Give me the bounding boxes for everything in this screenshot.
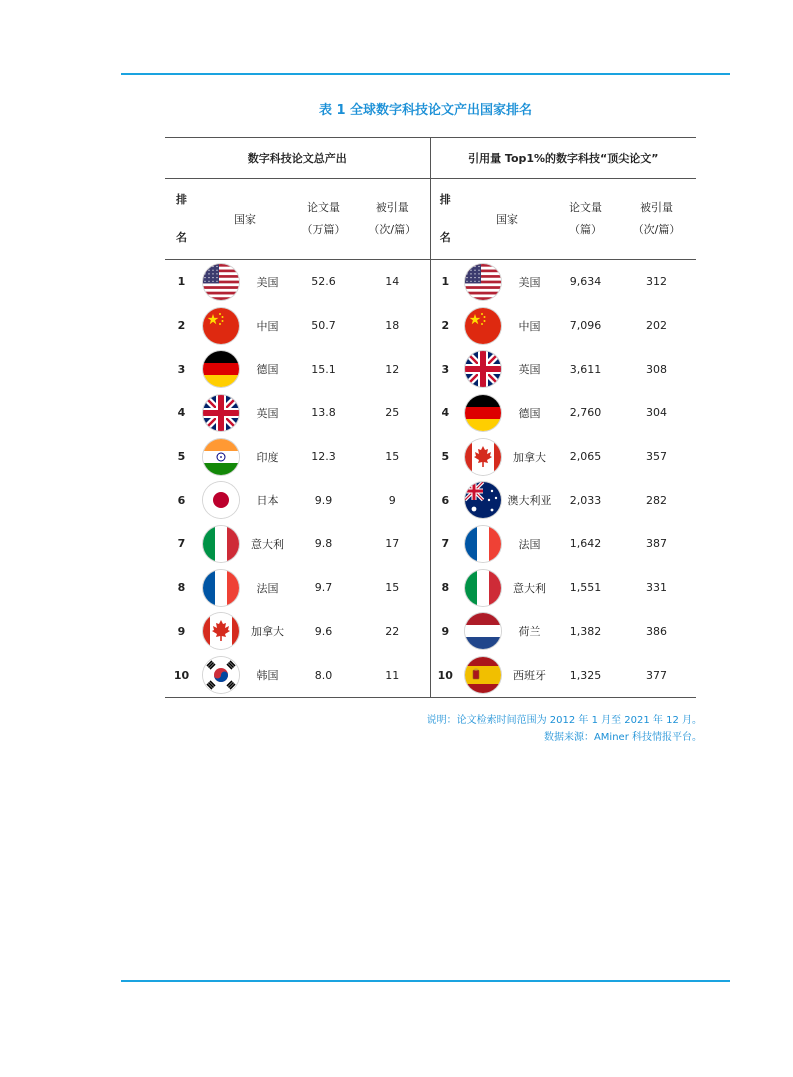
table-row	[165, 435, 696, 479]
table-row	[165, 610, 696, 654]
country-name: 法国	[518, 537, 541, 551]
paper-count: 52.6	[311, 275, 336, 289]
country-name: 意大利	[251, 537, 284, 551]
citations-per-paper: 17	[385, 537, 400, 551]
uk-flag-icon	[465, 351, 501, 387]
rank-cell: 2	[430, 304, 460, 348]
country-name: 意大利	[513, 581, 547, 595]
australia-flag-icon	[465, 482, 501, 518]
flag-cell	[460, 347, 505, 391]
citations-header: 被引量 （次/篇）	[617, 179, 696, 260]
citations-header: 被引量 （次/篇）	[355, 179, 430, 260]
paper-count: 9.6	[314, 624, 333, 638]
canada-flag-icon	[465, 439, 501, 475]
germany-flag-icon	[203, 351, 239, 387]
flag-cell	[198, 435, 243, 479]
korea-flag-icon	[203, 657, 239, 693]
rank-header: 排 名	[430, 179, 460, 260]
korea-flag-icon	[203, 657, 239, 693]
paper-count: 1,551	[569, 581, 602, 595]
flag-cell	[460, 260, 505, 304]
japan-flag-icon	[203, 482, 239, 518]
netherlands-flag-icon	[465, 613, 501, 649]
flag-cell	[198, 566, 243, 610]
paper-count: 13.8	[311, 406, 336, 420]
flag-cell	[460, 304, 505, 348]
rank-cell: 7	[177, 537, 186, 551]
france-flag-icon	[465, 526, 501, 562]
paper-count: 9.9	[314, 493, 333, 507]
country-ranking-table	[165, 137, 696, 698]
italy-flag-icon	[203, 526, 239, 562]
country-name: 加拿大	[513, 450, 547, 464]
citations-per-paper: 11	[355, 653, 430, 697]
citations-per-paper: 387	[646, 537, 668, 551]
rank-cell: 9	[430, 610, 460, 654]
rank-cell: 5	[177, 450, 186, 464]
flag-cell	[460, 522, 505, 566]
us-flag-icon	[465, 264, 501, 300]
uk-flag-icon	[465, 351, 501, 387]
table-row	[165, 566, 696, 610]
citations-per-paper: 312	[646, 275, 668, 289]
germany-flag-icon	[465, 395, 501, 431]
germany-flag-icon	[203, 351, 239, 387]
table-caption: 表 1 全球数字科技论文产出国家排名	[318, 103, 533, 118]
flag-cell	[460, 566, 505, 610]
rank-cell: 4	[430, 391, 460, 435]
flag-cell	[460, 391, 505, 435]
paper-count: 2,760	[569, 406, 602, 420]
paper-count: 50.7	[311, 319, 336, 333]
citations-per-paper: 18	[385, 319, 400, 333]
flag-cell	[198, 653, 243, 697]
country-name: 美国	[518, 275, 541, 289]
country-name: 韩国	[243, 653, 292, 697]
china-flag-icon	[203, 308, 239, 344]
country-name: 澳大利亚	[507, 494, 552, 508]
flag-cell	[198, 522, 243, 566]
italy-flag-icon	[465, 570, 501, 606]
uk-flag-icon	[203, 395, 239, 431]
paper-count: 12.3	[311, 450, 336, 464]
rank-cell: 5	[430, 435, 460, 479]
india-flag-icon	[203, 439, 239, 475]
canada-flag-icon	[203, 613, 239, 649]
canada-flag-icon	[203, 613, 239, 649]
citations-per-paper: 304	[646, 406, 668, 420]
china-flag-icon	[465, 308, 501, 344]
table-row	[165, 478, 696, 522]
paper-count: 8.0	[292, 653, 355, 697]
country-name: 印度	[256, 450, 279, 464]
papers-header: 论文量 （万篇）	[292, 179, 355, 260]
country-name: 荷兰	[518, 625, 541, 639]
citations-per-paper: 386	[646, 624, 668, 638]
china-flag-icon	[465, 308, 501, 344]
country-name: 加拿大	[251, 625, 284, 639]
rank-cell: 6	[177, 493, 186, 507]
paper-count: 2,065	[569, 450, 602, 464]
italy-flag-icon	[203, 526, 239, 562]
country-name: 英国	[518, 363, 541, 377]
flag-cell	[198, 391, 243, 435]
paper-count: 2,033	[569, 493, 602, 507]
netherlands-flag-icon	[465, 613, 501, 649]
italy-flag-icon	[465, 570, 501, 606]
country-name: 中国	[518, 319, 541, 333]
country-name: 英国	[256, 406, 279, 420]
rank-cell: 10	[430, 653, 460, 697]
citations-per-paper: 9	[388, 493, 396, 507]
papers-header: 论文量 （篇）	[554, 179, 617, 260]
citations-per-paper: 282	[646, 493, 668, 507]
group-header-top-papers: 引用量 Top1%的数字科技“顶尖论文”	[430, 138, 696, 179]
table-row	[165, 347, 696, 391]
flag-cell	[198, 304, 243, 348]
rank-cell: 1	[430, 260, 460, 304]
table-row	[165, 522, 696, 566]
paper-count: 9.8	[314, 537, 333, 551]
bottom-rule	[121, 980, 730, 982]
china-flag-icon	[203, 308, 239, 344]
rank-cell: 8	[430, 566, 460, 610]
paper-count: 3,611	[569, 362, 602, 376]
citations-per-paper: 15	[385, 581, 400, 595]
rank-cell: 9	[177, 624, 186, 638]
paper-count: 9,634	[569, 275, 602, 289]
citations-per-paper: 22	[385, 624, 400, 638]
canada-flag-icon	[465, 439, 501, 475]
table-row	[165, 391, 696, 435]
paper-count: 1,382	[569, 624, 602, 638]
citations-per-paper: 308	[646, 362, 668, 376]
us-flag-icon	[203, 264, 239, 300]
us-flag-icon	[203, 264, 239, 300]
citations-per-paper: 12	[385, 362, 400, 376]
note-time-range: 说明：论文检索时间范围为 2012 年 1 月至 2021 年 12 月。	[426, 715, 702, 726]
country-header: 国家	[198, 179, 292, 260]
rank-cell: 2	[177, 319, 186, 333]
country-name: 西班牙	[505, 653, 554, 697]
france-flag-icon	[465, 526, 501, 562]
france-flag-icon	[203, 570, 239, 606]
citations-per-paper: 202	[646, 319, 668, 333]
table-row	[165, 304, 696, 348]
flag-cell	[198, 260, 243, 304]
citations-per-paper: 331	[646, 581, 668, 595]
table-row	[165, 260, 696, 304]
citations-per-paper: 377	[617, 653, 696, 697]
country-name: 法国	[256, 581, 279, 595]
japan-flag-icon	[203, 482, 239, 518]
rank-cell: 1	[177, 275, 186, 289]
flag-cell	[460, 610, 505, 654]
france-flag-icon	[203, 570, 239, 606]
uk-flag-icon	[203, 395, 239, 431]
flag-cell	[198, 610, 243, 654]
paper-count: 7,096	[569, 319, 602, 333]
paper-count: 9.7	[314, 581, 333, 595]
rank-cell: 7	[430, 522, 460, 566]
rank-header: 排 名	[165, 179, 198, 260]
rank-cell: 8	[177, 581, 186, 595]
rank-cell: 4	[177, 406, 186, 420]
table-row	[165, 653, 696, 697]
citations-per-paper: 357	[646, 450, 668, 464]
top-rule	[121, 73, 730, 75]
flag-cell	[460, 653, 505, 697]
country-header: 国家	[460, 179, 554, 260]
spain-flag-icon	[465, 657, 501, 693]
flag-cell	[460, 435, 505, 479]
country-name: 中国	[256, 319, 279, 333]
paper-count: 1,325	[554, 653, 617, 697]
rank-cell: 10	[165, 653, 198, 697]
group-header-total-output: 数字科技论文总产出	[165, 138, 430, 179]
citations-per-paper: 25	[385, 406, 400, 420]
australia-flag-icon	[465, 482, 501, 518]
paper-count: 15.1	[311, 362, 336, 376]
flag-cell	[198, 347, 243, 391]
flag-cell	[460, 478, 505, 522]
spain-flag-icon	[465, 657, 501, 693]
flag-cell	[198, 478, 243, 522]
citations-per-paper: 14	[385, 275, 400, 289]
rank-cell: 3	[430, 347, 460, 391]
us-flag-icon	[465, 264, 501, 300]
paper-count: 1,642	[569, 537, 602, 551]
country-name: 德国	[256, 363, 279, 377]
country-name: 美国	[256, 275, 279, 289]
rank-cell: 6	[430, 478, 460, 522]
note-data-source: 数据来源：AMiner 科技情报平台。	[543, 732, 702, 743]
citations-per-paper: 15	[385, 450, 400, 464]
country-name: 日本	[256, 494, 279, 508]
country-name: 德国	[518, 406, 541, 420]
rank-cell: 3	[177, 362, 186, 376]
germany-flag-icon	[465, 395, 501, 431]
india-flag-icon	[203, 439, 239, 475]
